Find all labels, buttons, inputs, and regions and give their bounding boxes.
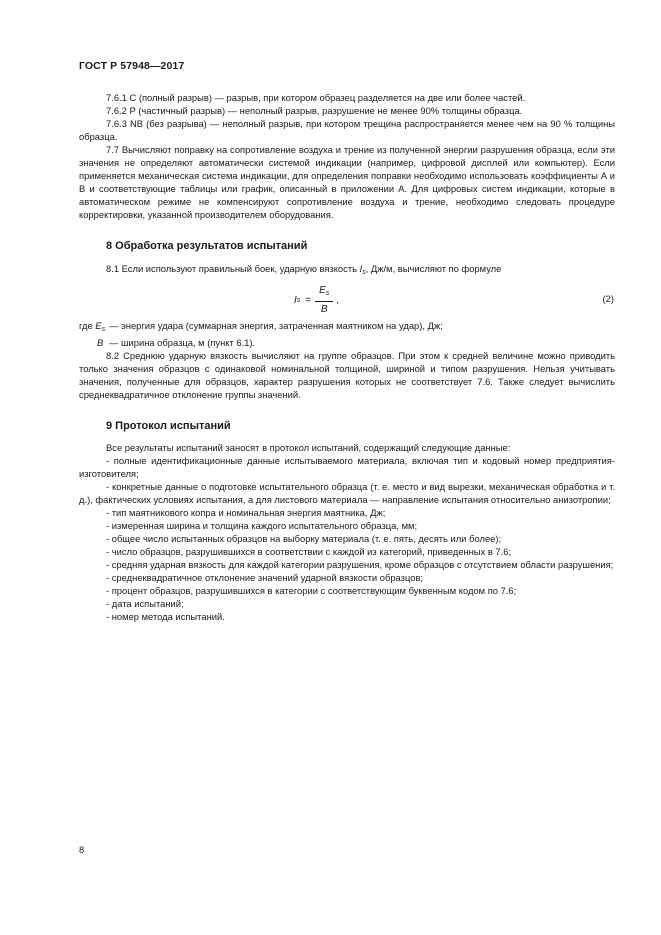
where-es-text: — энергия удара (суммарная энергия, затраченная маятником на удар), Дж;	[109, 320, 443, 331]
clause-8-1	[79, 262, 615, 279]
protocol-list	[79, 454, 615, 623]
clause-8-1-sub: s	[362, 269, 366, 276]
clause-7-6-3: 7.6.3 NB (без разрыва) — неполный разрыв, при котором трещина распространяется менее чем на 90 % толщины образца.	[79, 118, 615, 142]
page-content	[79, 91, 615, 623]
formula-block	[79, 283, 615, 317]
list-item: - измеренная ширина и толщина каждого испытательного образца, мм;	[106, 520, 418, 531]
clause-7-6-2: 7.6.2 Р (частичный разрыв) — неполный разрыв, разрушение не менее 90% толщины образца.	[106, 105, 523, 116]
clause-8-1-var: I	[359, 263, 363, 274]
list-item: - среднеквадратичное отклонение значений ударной вязкости образцов;	[106, 572, 424, 583]
formula-comma: ,	[336, 295, 340, 306]
formula-numerator	[315, 285, 333, 302]
section-8-heading: 8 Обработка результатов испытаний	[106, 240, 308, 252]
formula-denominator: B	[320, 304, 328, 315]
list-item: - общее число испытанных образцов на выборку материала (т. е. пять, десять или более);	[106, 533, 502, 544]
formula-num-var: E	[319, 285, 326, 296]
section-9-heading: 9 Протокол испытаний	[106, 420, 231, 432]
list-item: - полные идентификационные данные испытываемого материала, включая тип и кодовый номер предприятия-изготовителя;	[79, 455, 615, 479]
formula-fraction	[315, 285, 333, 316]
where-b-text: — ширина образца, м (пункт 6.1).	[109, 337, 256, 348]
list-item: - тип маятникового копра и номинальная энергия маятника, Дж;	[106, 507, 386, 518]
clause-8-1-text-a: 8.1 Если используют правильный боек, ударную вязкость	[106, 263, 360, 274]
list-item: - процент образцов, разрушившихся в категории с соответствующим буквенным кодом по 7.6;	[106, 585, 517, 596]
list-item: - конкретные данные о подготовке испытательного образца (т. е. место и вид вырезки, механическая обработка и т. д.), фактических условиях испытания, а для листового материала — направление испытания относительно анизотропии;	[79, 481, 615, 505]
where-row-b	[79, 336, 615, 349]
formula-num-sub: s	[325, 290, 330, 297]
where-b-var: B	[97, 337, 104, 348]
impact-strength-formula	[294, 285, 339, 316]
where-es-var: E	[95, 320, 102, 331]
clause-7-6-1: 7.6.1 С (полный разрыв) — разрыв, при котором образец разделяется на две или более частей.	[106, 92, 526, 103]
list-item: - число образцов, разрушившихся в соответствии с каждой из категорий, приведенных в 7.6;	[106, 546, 512, 557]
list-item: - дата испытаний;	[106, 598, 184, 609]
formula-lhs-var: I	[294, 295, 297, 306]
clause-8-1-text-b: , Дж/м, вычисляют по формуле	[365, 263, 502, 274]
page-number: 8	[79, 845, 85, 856]
formula-equals: =	[305, 295, 312, 306]
standard-designation: ГОСТ Р 57948—2017	[79, 60, 185, 72]
clause-8-2: 8.2 Среднюю ударную вязкость вычисляют на группе образцов. При этом к средней величине можно приводить только значения образцов с одинаковой номинальной толщиной, шириной и типом разрушения. Нельзя учитывать значения, полученные для образцов, характер разрушения которых не соответствует 7.6. Также следует вычислить среднеквадратичное отклонение группы значений.	[79, 350, 615, 400]
protocol-intro: Все результаты испытаний заносят в протокол испытаний, содержащий следующие данные:	[106, 442, 511, 453]
formula-lhs-sub: s	[296, 297, 301, 304]
where-row-es	[79, 319, 615, 336]
where-es-sub: s	[101, 326, 106, 333]
clause-7-7: 7.7 Вычисляют поправку на сопротивление воздуха и трение из полученной энергии разрушения образца, если эти значения не определяют автоматически системой индикации (например, цифровой дисплей или компьютер). Если применяется механическая система индикации, для определения поправки необходимо использовать коэффициенты А и В и соответствующие таблицы или график, описанный в приложении А. Для цифровых систем индикации, которые в автоматическом режиме не компенсируют сопротивление воздуха и трение, необходимо следовать процедуре корректировки, указанной производителем оборудования.	[79, 144, 615, 220]
list-item: - средняя ударная вязкость для каждой категории разрушения, кроме образцов с отсутствием области разрушения;	[106, 559, 614, 570]
list-item: - номер метода испытаний.	[106, 611, 225, 622]
where-word: где	[79, 320, 93, 331]
equation-number: (2)	[602, 293, 614, 304]
